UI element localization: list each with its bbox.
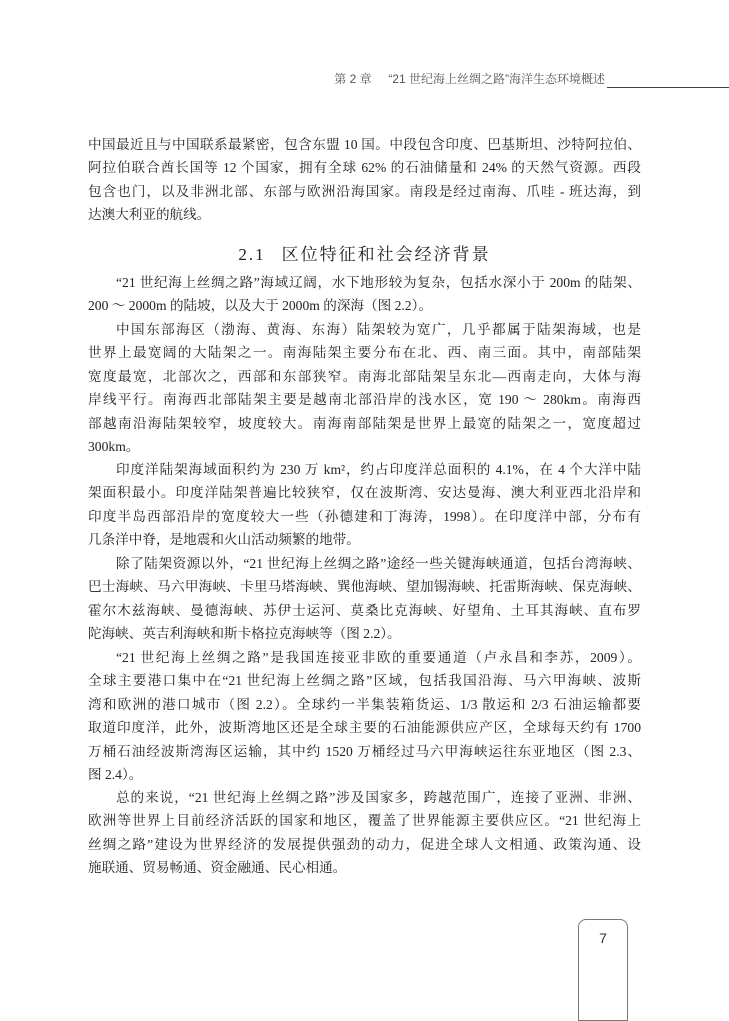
section-heading <box>0 240 729 265</box>
text-line: 宽度最宽，北部次之，西部和东部狭窄。南海北部陆架呈东北—西南走向，大体与海 <box>88 368 641 384</box>
text-line: 岸线平行。南海西北部陆架主要是越南北部沿岸的浅水区，宽 190 ～ 280km。南海西 <box>88 392 641 408</box>
running-header <box>0 70 605 87</box>
text-line: 世界上最宽阔的大陆架之一。南海陆架主要分布在北、西、南三面。其中，南部陆架 <box>88 345 641 361</box>
text-line: 巴士海峡、马六甲海峡、卡里马塔海峡、巽他海峡、望加锡海峡、托雷斯海峡、保克海峡、 <box>88 579 641 595</box>
text-line: 部越南沿海陆架较窄，坡度较大。南海南部陆架是世界上最宽的陆架之一，宽度超过 <box>88 415 641 431</box>
text-line: 除了陆架资源以外，“21 世纪海上丝绸之路”途经一些关键海峡通道，包括台湾海峡、 <box>116 556 641 571</box>
text-line: 图 2.4）。 <box>88 766 143 782</box>
text-line: 欧洲等世界上目前经济活跃的国家和地区，覆盖了世界能源主要供应区。“21 世纪海上 <box>88 813 641 829</box>
text-line: 中国东部海区（渤海、黄海、东海）陆架较为宽广，几乎都属于陆架海域，也是 <box>116 322 641 337</box>
text-line: 300km。 <box>88 438 140 454</box>
text-line: 包含也门，以及非洲北部、东部与欧洲沿海国家。南段是经过南海、爪哇 - 班达海，到 <box>88 183 641 199</box>
text-line: 施联通、贸易畅通、资金融通、民心相通。 <box>88 860 347 876</box>
text-line: 万桶石油经波斯湾海区运输，其中约 1520 万桶经过马六甲海峡运往东亚地区（图 2.3、 <box>88 743 641 759</box>
text-line: 几条洋中脊，是地震和火山活动频繁的地带。 <box>88 532 360 548</box>
text-line: 印度半岛西部沿岸的宽度较大一些（孙德建和丁海涛，1998）。在印度洋中部，分布有 <box>88 508 641 524</box>
paragraph-straits <box>88 552 641 646</box>
chapter-title: “21 世纪海上丝绸之路”海洋生态环境概述 <box>388 72 605 86</box>
text-line: 陀海峡、英吉利海峡和斯卡格拉克海峡等（图 2.2）。 <box>88 626 401 642</box>
text-line: 中国最近且与中国联系最紧密，包含东盟 10 国。中段包含印度、巴基斯坦、沙特阿拉伯、 <box>88 137 641 152</box>
text-line: 阿拉伯联合酋长国等 12 个国家，拥有全球 62% 的石油储量和 24% 的天然气资源。西段 <box>88 160 641 176</box>
text-line: 湾和欧洲的港口城市（图 2.2）。全球约一半集装箱货运、1/3 散运和 2/3 石油运输都要 <box>88 696 641 712</box>
text-line: “21 世纪海上丝绸之路”是我国连接亚非欧的重要通道（卢永昌和李苏，2009）。 <box>116 650 641 665</box>
section-number: 2.1 <box>238 245 266 264</box>
text-line: “21 世纪海上丝绸之路”海域辽阔，水下地形较为复杂，包括水深小于 200m 的陆架、 <box>116 275 641 290</box>
section-title: 区位特征和社会经济背景 <box>281 245 491 264</box>
header-rule <box>607 87 729 88</box>
paragraph-summary <box>88 786 641 880</box>
paragraph-seabed-overview <box>88 271 641 318</box>
paragraph-intro-continued <box>88 133 641 227</box>
text-line: 全球主要港口集中在“21 世纪海上丝绸之路”区域，包括我国沿海、马六甲海峡、波斯 <box>88 673 641 689</box>
paragraph-ports <box>88 646 641 786</box>
text-line: 总的来说，“21 世纪海上丝绸之路”涉及国家多，跨越范围广，连接了亚洲、非洲、 <box>116 790 641 805</box>
page-number-tab <box>578 919 628 1021</box>
chapter-number: 第 2 章 <box>334 72 372 86</box>
page-number: 7 <box>599 930 607 946</box>
text-line: 架面积最小。印度洋陆架普遍比较狭窄，仅在波斯湾、安达曼海、澳大利亚西北沿岸和 <box>88 485 641 501</box>
text-line: 200 ～ 2000m 的陆坡，以及大于 2000m 的深海（图 2.2）。 <box>88 298 432 314</box>
text-line: 丝绸之路”建设为世界经济的发展提供强劲的动力，促进全球人文相通、政策沟通、设 <box>88 836 641 852</box>
text-line: 取道印度洋，此外，波斯湾地区还是全球主要的石油能源供应产区，全球每天约有 1700 <box>88 720 641 736</box>
text-line: 达澳大利亚的航线。 <box>88 207 211 223</box>
text-line: 霍尔木兹海峡、曼德海峡、苏伊士运河、莫桑比克海峡、好望角、土耳其海峡、直布罗 <box>88 602 641 618</box>
text-line: 印度洋陆架海域面积约为 230 万 km²，约占印度洋总面积的 4.1%，在 4 个大洋中陆 <box>116 462 641 477</box>
paragraph-china-shelf <box>88 318 641 458</box>
paragraph-indian-ocean-shelf <box>88 458 641 552</box>
